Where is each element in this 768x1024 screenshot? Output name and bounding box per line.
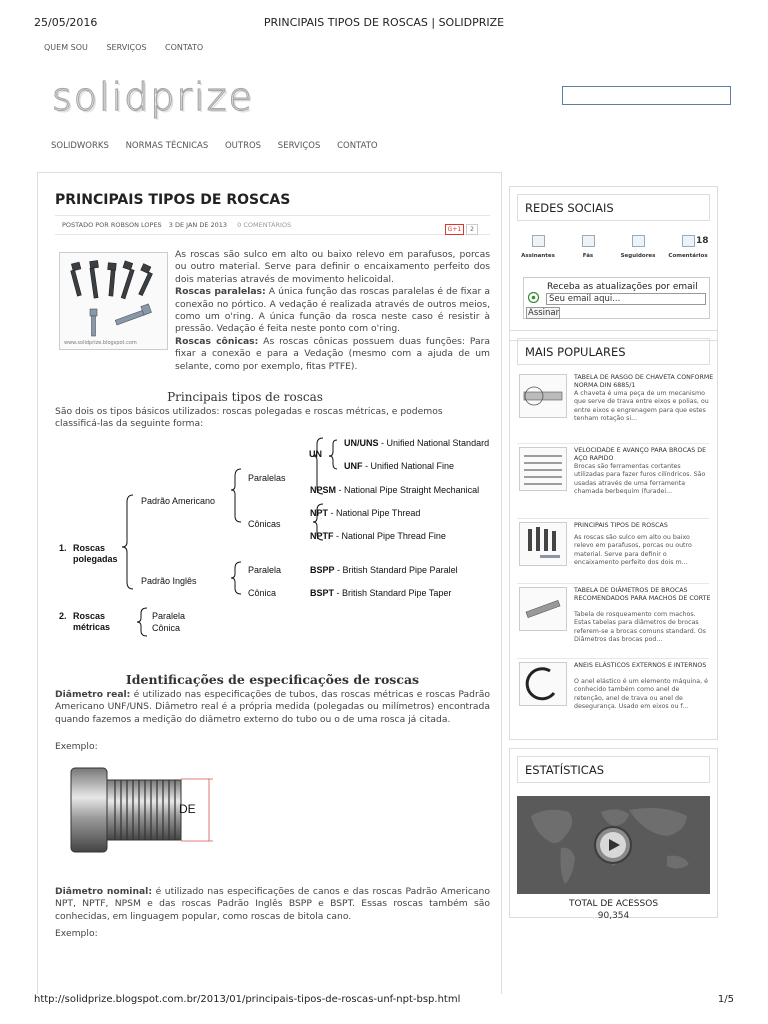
ununs-code: UN/UNS [344,438,379,448]
item2-number: 2. [59,611,67,621]
top-nav-contato[interactable]: CONTATO [165,43,204,52]
popular-post-1-title[interactable]: TABELA DE RASGO DE CHAVETA CONFORME NORMA DIN 6885/1 [574,374,714,389]
subscribe-button[interactable]: Assinar [528,308,560,318]
gplus-share[interactable] [445,220,478,231]
popular-post-1-desc: A chaveta é uma peça de um mecanismo que serve de trava entre eixos e polias, ou entre eixos e engrenagem para que estes tenham rotação si... [574,390,709,422]
main-nav-servicos[interactable]: SERVIÇOS [277,141,321,151]
conicas-text: As roscas cônicas possuem duas funções: Para fixar a conexão e para a Vedação (mesmo com a ajuda de um selante, como por exemplo, fitas PTFE). [175,335,491,372]
nptf-code: NPTF [310,531,334,541]
print-date: 25/05/2016 [34,16,98,29]
print-url: http://solidprize.blogspot.com.br/2013/01/principais-tipos-de-roscas-unf-npt-bsp.html [34,994,461,1005]
world-map-svg [517,796,710,894]
post-comments-link[interactable]: 0 COMENTÁRIOS [237,221,292,229]
comments-label: Comentários [668,253,708,259]
unf-desc: - Unified National Fine [362,461,455,471]
social-subscribers[interactable] [513,235,563,259]
popular-post-5[interactable] [517,662,709,730]
de-label: DE [179,802,196,816]
social-followers[interactable] [613,235,663,259]
diametro-real-paragraph [55,689,490,726]
top-nav [44,43,219,52]
header-search-input[interactable] [562,86,731,105]
site-logo[interactable] [52,74,282,120]
post-author[interactable]: POSTADO POR ROBSON LOPES [62,221,162,229]
paralelas-label: Roscas paralelas: [175,286,266,298]
social-comments[interactable] [663,235,713,259]
padrao-americano-label: Padrão Americano [141,496,216,506]
npt-line [310,508,420,518]
social-fans[interactable] [563,235,613,259]
npsm-line [310,485,479,495]
popular-widget [509,330,718,740]
npsm-desc: - National Pipe Straight Mechanical [336,485,480,495]
post-meta [55,215,490,235]
item2-line2: métricas [73,622,111,632]
fans-label: Fãs [582,253,594,259]
conicas-label: Roscas cônicas: [175,335,259,347]
heading-identificacoes: Identificações de especificações de roscas [125,672,420,687]
ununs-line [344,438,489,448]
paralelas-label-diagram: Paralelas [248,473,286,483]
social-counters [510,235,717,265]
main-nav-outros[interactable]: OUTROS [224,141,262,151]
heading-principais-tipos: Principais tipos de roscas [167,390,323,404]
diametro-real-label: Diâmetro real: [55,689,131,700]
metric-paralela: Paralela [152,611,186,621]
popular-post-4-title[interactable]: TABELA DE DIÂMETROS DE BROCAS RECOMENDADOS PARA MACHOS DE CORTE [574,587,711,602]
classification-svg [55,432,500,644]
popular-post-2-title[interactable]: VELOCIDADE E AVANÇO PARA BROCAS DE AÇO RAPIDO [574,447,707,462]
popular-widget-title: MAIS POPULARES [517,338,710,365]
followers-label: Seguidores [620,253,656,259]
bspp-line [310,565,458,575]
item1-line2: polegadas [73,554,118,564]
stats-value: 90,354 [597,911,630,921]
metric-conica: Cônica [152,623,181,633]
conicas-label-diagram: Cônicas [248,519,281,529]
npt-code: NPT [310,508,328,518]
social-widget [509,186,718,341]
item1-number: 1. [59,543,67,553]
fitting-drawing [63,760,223,860]
conica-label-diagram: Cônica [248,588,277,598]
comments-icon [682,235,695,247]
nptf-line [310,531,446,541]
stats-world-map[interactable] [517,796,710,894]
nptf-desc: - National Pipe Thread Fine [333,531,446,541]
popular-post-3[interactable] [517,522,709,584]
stats-widget-title: ESTATÍSTICAS [517,756,710,783]
bspp-desc: - British Standard Pipe Paralel [334,565,458,575]
popular-post-3-title[interactable]: PRINCIPAIS TIPOS DE ROSCAS [574,522,668,529]
post-title[interactable]: PRINCIPAIS TIPOS DE ROSCAS [55,192,291,208]
bolts-image-caption: www.solidprize.blogspot.com [64,340,137,346]
fitting-svg [63,760,223,860]
site-logo-text: solidprize [52,75,254,119]
npt-desc: - National Pipe Thread [328,508,421,518]
popular-post-5-title[interactable]: ANEIS ELÁSTICOS EXTERNOS E INTERNOS [574,662,707,669]
padrao-ingles-label: Padrão Inglês [141,576,197,586]
example-label-1: Exemplo: [55,741,98,752]
email-subscribe-form [523,277,710,319]
thread-classification-diagram [55,432,500,644]
bspp-code: BSPP [310,565,335,575]
example-label-2: Exemplo: [55,928,98,939]
types-paragraph: São dois os tipos básicos utilizados: roscas polegadas e roscas métricas, e podemos classificá-las da seguinte forma: [55,406,443,430]
gplus-button[interactable]: G+1 [445,224,465,235]
feed-icon [527,292,540,303]
bspt-desc: - British Standard Pipe Taper [334,588,452,598]
bspt-line [310,588,451,598]
gplus-count: 2 [466,224,478,235]
social-widget-title: REDES SOCIAIS [517,194,710,221]
popular-post-4[interactable] [517,587,709,659]
bolts-image [59,252,168,350]
diametro-nominal-label: Diâmetro nominal: [55,886,153,897]
item2-line1: Roscas [73,611,106,621]
stats-label: TOTAL DE ACESSOS [568,899,659,909]
unf-code: UNF [344,461,363,471]
diametro-real-text: é utilizado nas especificações de tubos, das roscas métricas e roscas Padrão Americano UNF/UNS. Diâmetro real é a própria medida (polegadas ou milímetros) encontrada quando fazemos a medição do diâmetro externo do tubo ou o de uma rosca já citada. [55,689,490,725]
main-nav-contato[interactable]: CONTATO [337,141,378,151]
unf-line [344,461,454,471]
followers-icon [632,235,645,247]
popular-post-1[interactable] [517,374,714,444]
print-page-number: 1/5 [717,994,734,1005]
paralelas-text: A única função das roscas paralelas é de fixar a conexão no pórtico. A vedação é realizada através de outros meios, como um o'ring. A única função da rosca neste caso é resistir à pressão. Vedação é feita neste ponto com o'ring. [175,286,490,335]
comments-count: 18 [696,236,709,246]
diametro-nominal-paragraph [55,886,490,923]
stats-widget [509,748,718,921]
bolts-illustration [60,253,167,349]
popular-post-2[interactable] [517,447,709,519]
top-nav-servicos[interactable]: SERVIÇOS [106,43,147,52]
diametro-nominal-text: é utilizado nas especificações de canos e das roscas Padrão Americano NPT, NPTF, NPSM e das roscas Padrão Inglês BSPP e BSPT. Essas roscas também são conhecidas, em linguagem popular, como roscas de bitola cano. [55,886,490,922]
un-label: UN [309,449,322,459]
fans-icon [582,235,595,247]
main-nav-solidworks[interactable]: SOLIDWORKS [51,141,109,151]
paralela-label-diagram: Paralela [248,565,282,575]
main-nav [51,141,392,151]
popular-post-2-desc: Brocas são ferramentas cortantes utilizadas para fazer furos cilíndricos. São usadas através de uma ferramenta chamada berbequim (furadei... [574,463,706,495]
subscribe-label: Receba as atualizações por email [547,282,698,292]
popular-post-4-desc: Tabela de rosqueamento com machos. Estas tabelas para diâmetros de brocas referem-se a brocas comuns standard. Os Diâmetros das brocas pod... [574,611,706,643]
top-nav-quem-sou[interactable]: QUEM SOU [44,43,88,52]
subscribers-icon [532,235,545,247]
npsm-code: NPSM [310,485,337,495]
main-nav-normas-tecnicas[interactable]: NORMAS TÉCNICAS [125,141,209,151]
intro-text: As roscas são sulco em alto ou baixo relevo em parafusos, porcas ou outro material. Serve para definir o encaixamento perfeito dos dois materias através de movimento helicoidal. [175,249,490,285]
bspt-code: BSPT [310,588,335,598]
ununs-desc: - Unified National Standard [378,438,490,448]
subscribers-label: Assinantes [521,253,555,259]
intro-paragraph [175,249,490,373]
popular-post-3-desc: As roscas são sulco em alto ou baixo relevo em parafusos, porcas ou outro material. Serve para definir o encaixamento perfeito dos dois m... [574,534,692,566]
email-input[interactable]: Seu email aqui... [546,293,706,305]
post-date[interactable]: 3 DE JAN DE 2013 [168,221,228,229]
item1-line1: Roscas [73,543,106,553]
print-title: PRINCIPAIS TIPOS DE ROSCAS | SOLIDPRIZE [263,16,505,29]
popular-post-5-desc: O anel elástico é um elemento máquina, é conhecido também como anel de retenção, anel de trava ou anel de desegurança. Usado em eixos ou f... [574,678,709,710]
